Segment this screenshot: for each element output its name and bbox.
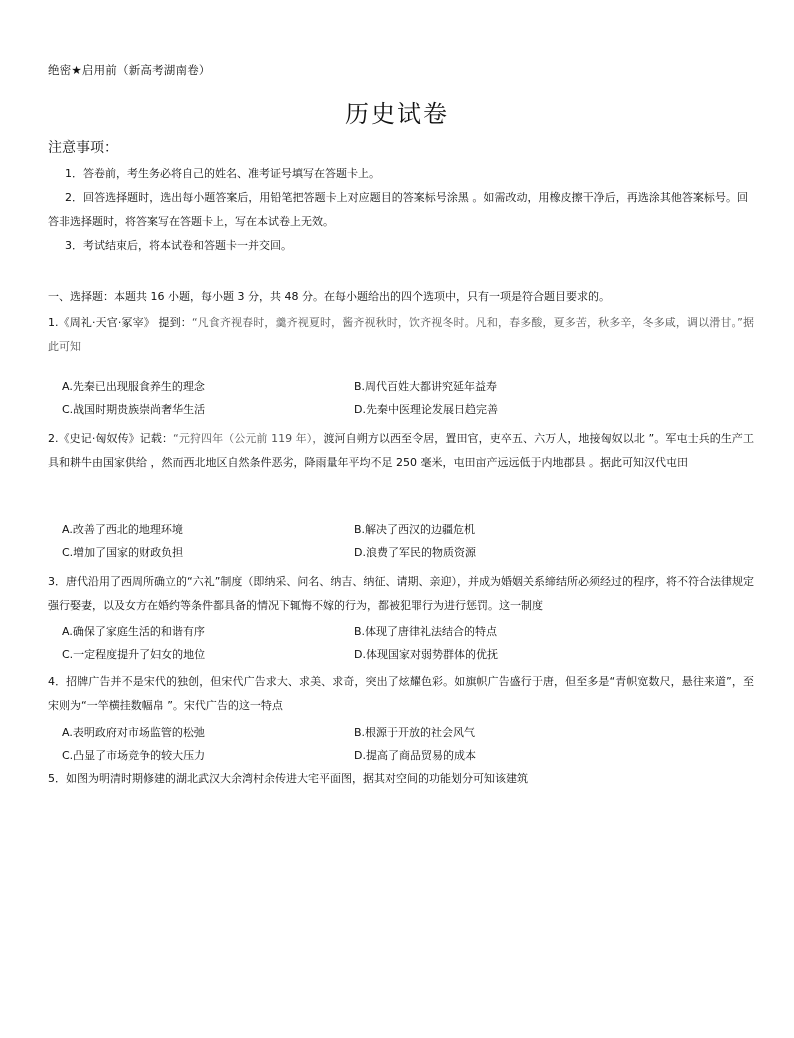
option-c: C.凸显了市场竞争的较大压力 xyxy=(62,749,206,762)
option-b: B.根源于开放的社会风气 xyxy=(354,726,476,739)
option-d: D.提高了商品贸易的成本 xyxy=(354,749,476,762)
option-a: A.改善了西北的地理环境 xyxy=(62,523,183,536)
question-2-stem xyxy=(48,427,754,475)
question-1-options xyxy=(62,375,662,421)
question-stem-suffix: 渡河自朔方以西至令居，置田官，吏卒五、六万人，地接匈奴以北 ”。军屯士兵的生产工具和耕牛由国家供给 ，然而西北地区自然条件恶劣，降雨量年平均不足 250 毫米，屯田亩产远远低于内地郡县 。据此可知汉代屯田 xyxy=(48,432,754,469)
option-b: B.体现了唐律礼法结合的特点 xyxy=(354,625,498,638)
question-3-options xyxy=(62,620,662,666)
notice-item: 3．考试结束后，将本试卷和答题卡一并交回。 xyxy=(65,239,292,252)
section-heading: 一、选择题：本题共 16 小题，每小题 3 分，共 48 分。在每小题给出的四个选项中，只有一项是符合题目要求的。 xyxy=(48,290,610,303)
question-stem-suffix: 据此可知 xyxy=(48,316,754,353)
option-b: B.周代百姓大都讲究延年益寿 xyxy=(354,380,498,393)
question-4-options xyxy=(62,721,662,767)
question-stem-prefix: 1.《周礼·天官·冢宰》 提到： xyxy=(48,316,192,329)
option-c: C.战国时期贵族崇尚奢华生活 xyxy=(62,403,206,416)
option-b: B.解决了西汉的边疆危机 xyxy=(354,523,476,536)
question-4-stem: 4．招牌广告并不是宋代的独创，但宋代广告求大、求美、求奇，突出了炫耀色彩。如旗帜广告盛行于唐，但至多是“青帜宽数尺，悬往来道”，至宋则为“一竿横挂数幅帛 ”。宋代广告的这一特点 xyxy=(48,675,754,712)
option-d: D.体现国家对弱势群体的优抚 xyxy=(354,648,498,661)
question-3-stem: 3．唐代沿用了西周所确立的“六礼”制度（即纳采、问名、纳吉、纳征、请期、亲迎），并成为婚姻关系缔结所必须经过的程序，将不符合法律规定强行娶妻，以及女方在婚约等条件都具备的情况下辄悔不嫁的行为，都被犯罪行为进行惩罚。这一制度 xyxy=(48,575,754,612)
confidential-label: 绝密★启用前（新高考湖南卷） xyxy=(48,63,211,77)
question-5-stem: 5．如图为明清时期修建的湖北武汉大余湾村余传进大宅平面图，据其对空间的功能划分可知该建筑 xyxy=(48,772,528,785)
question-stem-quote: “元狩四年（公元前 119 年）， xyxy=(173,432,324,445)
question-2-options xyxy=(62,518,662,564)
option-a: A.先秦已出现服食养生的理念 xyxy=(62,380,205,393)
option-c: C.一定程度提升了妇女的地位 xyxy=(62,648,206,661)
option-c: C.增加了国家的财政负担 xyxy=(62,546,184,559)
option-a: A.表明政府对市场监管的松弛 xyxy=(62,726,205,739)
notice-list xyxy=(48,162,748,258)
notice-item: 1．答卷前，考生务必将自己的姓名、准考证号填写在答题卡上。 xyxy=(65,167,380,180)
question-1-stem xyxy=(48,311,754,359)
question-stem-prefix: 2.《史记·匈奴传》记载： xyxy=(48,432,174,445)
notice-heading: 注意事项： xyxy=(48,140,118,156)
option-d: D.浪费了军民的物质资源 xyxy=(354,546,476,559)
question-stem-quote: “凡食齐视春时，羹齐视夏时，酱齐视秋时，饮齐视冬时。凡和，春多酸，夏多苦，秋多辛，冬多咸，调以滑甘。” xyxy=(191,316,743,329)
option-d: D.先秦中医理论发展日趋完善 xyxy=(354,403,498,416)
notice-item: 2．回答选择题时，选出每小题答案后，用铅笔把答题卡上对应题目的答案标号涂黑 。如需改动，用橡皮擦干净后，再选涂其他答案标号。回答非选择题时，将答案写在答题卡上，写在本试卷上无效。 xyxy=(48,191,748,228)
page-title: 历史试卷 xyxy=(345,100,449,128)
option-a: A.确保了家庭生活的和谐有序 xyxy=(62,625,205,638)
